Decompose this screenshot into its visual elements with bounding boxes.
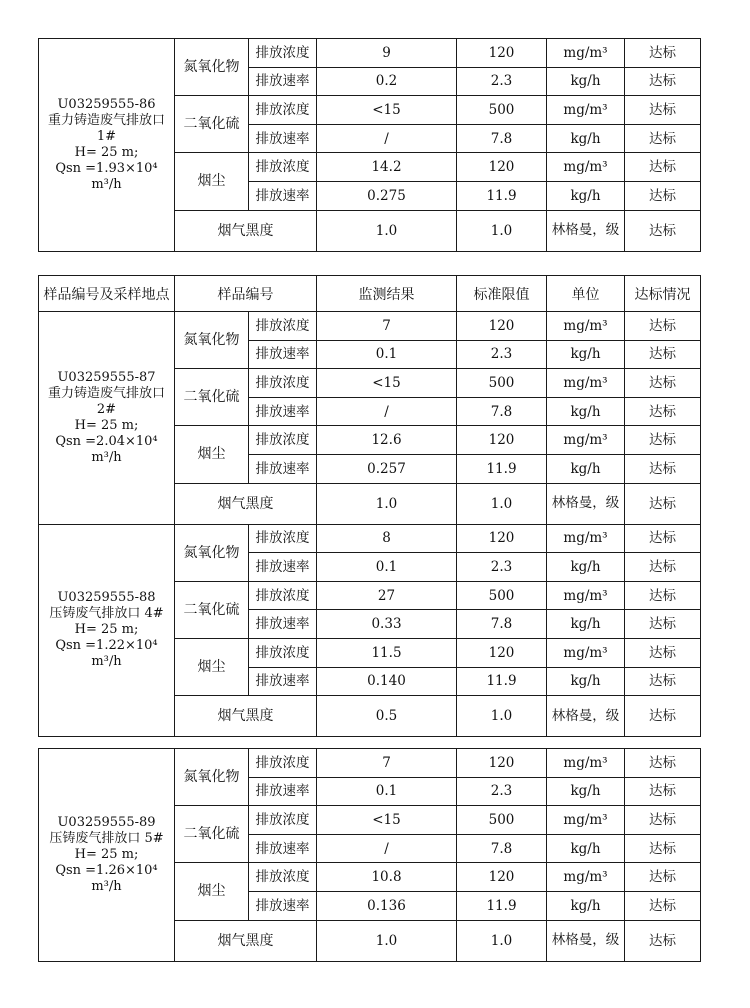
limit-value: 7.8 xyxy=(457,610,547,639)
result-value: 27 xyxy=(317,581,457,610)
parameter-label: 排放速率 xyxy=(249,181,317,210)
limit-value: 11.9 xyxy=(457,891,547,920)
status-value: 达标 xyxy=(625,397,701,426)
result-value: 0.2 xyxy=(317,67,457,96)
parameter-label: 排放浓度 xyxy=(249,96,317,125)
table-row xyxy=(39,39,701,68)
header-row xyxy=(39,276,701,312)
limit-value: 11.9 xyxy=(457,181,547,210)
limit-value: 2.3 xyxy=(457,553,547,582)
result-value: 14.2 xyxy=(317,153,457,182)
sample-id: U03259555-89 xyxy=(57,814,156,830)
status-value: 达标 xyxy=(625,610,701,639)
sample-block xyxy=(39,749,701,962)
status-value: 达标 xyxy=(625,834,701,863)
result-value: 8 xyxy=(317,524,457,553)
monitoring-table-part-1 xyxy=(38,38,701,252)
sample-block xyxy=(39,524,701,737)
parameter-label: 排放浓度 xyxy=(249,638,317,667)
limit-value: 120 xyxy=(457,426,547,455)
unit-value: mg/m³ xyxy=(547,863,625,892)
parameter-label: 排放浓度 xyxy=(249,806,317,835)
result-value: 0.33 xyxy=(317,610,457,639)
pollutant-dust: 烟尘 xyxy=(175,863,249,920)
monitoring-table-part-2 xyxy=(38,275,701,737)
header-item: 样品编号 xyxy=(175,276,317,312)
result-value: 1.0 xyxy=(317,920,457,961)
status-value: 达标 xyxy=(625,210,701,251)
unit-value: kg/h xyxy=(547,397,625,426)
unit-value: kg/h xyxy=(547,340,625,369)
limit-value: 7.8 xyxy=(457,834,547,863)
pollutant-nox: 氮氧化物 xyxy=(175,39,249,96)
unit-value: mg/m³ xyxy=(547,312,625,341)
pollutant-dust: 烟尘 xyxy=(175,638,249,695)
limit-value: 120 xyxy=(457,863,547,892)
limit-value: 1.0 xyxy=(457,483,547,524)
unit-value: 林格曼，级 xyxy=(547,920,625,961)
status-value: 达标 xyxy=(625,39,701,68)
parameter-label: 排放速率 xyxy=(249,777,317,806)
sample-info xyxy=(39,312,175,525)
status-value: 达标 xyxy=(625,340,701,369)
sample-block xyxy=(39,39,701,252)
sample-id: U03259555-87 xyxy=(57,369,156,385)
unit-value: mg/m³ xyxy=(547,638,625,667)
result-value: 1.0 xyxy=(317,483,457,524)
unit-value: kg/h xyxy=(547,181,625,210)
unit-value: mg/m³ xyxy=(547,153,625,182)
unit-value: mg/m³ xyxy=(547,369,625,398)
pollutant-blackness: 烟气黑度 xyxy=(175,920,317,961)
status-value: 达标 xyxy=(625,483,701,524)
header-status: 达标情况 xyxy=(625,276,701,312)
unit-value: kg/h xyxy=(547,454,625,483)
result-value: 0.5 xyxy=(317,696,457,737)
status-value: 达标 xyxy=(625,806,701,835)
limit-value: 1.0 xyxy=(457,210,547,251)
result-value: 0.136 xyxy=(317,891,457,920)
limit-value: 2.3 xyxy=(457,340,547,369)
limit-value: 7.8 xyxy=(457,397,547,426)
status-value: 达标 xyxy=(625,369,701,398)
result-value: 11.5 xyxy=(317,638,457,667)
limit-value: 120 xyxy=(457,524,547,553)
stack-height: H= 25 m; xyxy=(74,144,139,160)
pollutant-so2: 二氧化硫 xyxy=(175,96,249,153)
pollutant-blackness: 烟气黑度 xyxy=(175,696,317,737)
pollutant-so2: 二氧化硫 xyxy=(175,369,249,426)
stack-height: H= 25 m; xyxy=(74,417,139,433)
status-value: 达标 xyxy=(625,312,701,341)
header-unit: 单位 xyxy=(547,276,625,312)
status-value: 达标 xyxy=(625,426,701,455)
table-row xyxy=(39,749,701,778)
limit-value: 2.3 xyxy=(457,67,547,96)
status-value: 达标 xyxy=(625,777,701,806)
limit-value: 120 xyxy=(457,153,547,182)
unit-value: kg/h xyxy=(547,834,625,863)
unit-value: kg/h xyxy=(547,777,625,806)
unit-value: kg/h xyxy=(547,667,625,696)
status-value: 达标 xyxy=(625,96,701,125)
parameter-label: 排放速率 xyxy=(249,340,317,369)
sample-location: 重力铸造废气排放口 1# xyxy=(47,112,165,144)
parameter-label: 排放速率 xyxy=(249,834,317,863)
parameter-label: 排放浓度 xyxy=(249,312,317,341)
parameter-label: 排放速率 xyxy=(249,454,317,483)
result-value: <15 xyxy=(317,369,457,398)
status-value: 达标 xyxy=(625,524,701,553)
status-value: 达标 xyxy=(625,581,701,610)
unit-value: mg/m³ xyxy=(547,749,625,778)
sample-info xyxy=(39,749,175,962)
sample-location: 压铸废气排放口 5# xyxy=(49,830,164,846)
header-limit: 标准限值 xyxy=(457,276,547,312)
limit-value: 500 xyxy=(457,369,547,398)
parameter-label: 排放浓度 xyxy=(249,39,317,68)
result-value: 0.257 xyxy=(317,454,457,483)
limit-value: 120 xyxy=(457,638,547,667)
status-value: 达标 xyxy=(625,153,701,182)
result-value: 10.8 xyxy=(317,863,457,892)
result-value: / xyxy=(317,397,457,426)
flow-rate: Qsn =1.22×10⁴ m³/h xyxy=(55,638,158,670)
parameter-label: 排放速率 xyxy=(249,891,317,920)
unit-value: mg/m³ xyxy=(547,524,625,553)
result-value: <15 xyxy=(317,806,457,835)
unit-value: 林格曼，级 xyxy=(547,696,625,737)
parameter-label: 排放浓度 xyxy=(249,369,317,398)
unit-value: mg/m³ xyxy=(547,96,625,125)
stack-height: H= 25 m; xyxy=(74,846,139,862)
sample-location: 压铸废气排放口 4# xyxy=(49,606,164,622)
parameter-label: 排放浓度 xyxy=(249,581,317,610)
table-row xyxy=(39,524,701,553)
parameter-label: 排放速率 xyxy=(249,67,317,96)
stack-height: H= 25 m; xyxy=(74,622,139,638)
result-value: / xyxy=(317,834,457,863)
unit-value: mg/m³ xyxy=(547,581,625,610)
pollutant-so2: 二氧化硫 xyxy=(175,806,249,863)
sample-id: U03259555-86 xyxy=(57,96,156,112)
sample-info xyxy=(39,524,175,737)
limit-value: 7.8 xyxy=(457,124,547,153)
table-row xyxy=(39,312,701,341)
parameter-label: 排放速率 xyxy=(249,397,317,426)
pollutant-blackness: 烟气黑度 xyxy=(175,483,317,524)
unit-value: kg/h xyxy=(547,67,625,96)
unit-value: kg/h xyxy=(547,553,625,582)
parameter-label: 排放速率 xyxy=(249,667,317,696)
sample-block xyxy=(39,312,701,525)
status-value: 达标 xyxy=(625,920,701,961)
pollutant-nox: 氮氧化物 xyxy=(175,524,249,581)
result-value: 9 xyxy=(317,39,457,68)
unit-value: kg/h xyxy=(547,124,625,153)
header-sample-location: 样品编号及采样地点 xyxy=(39,276,175,312)
limit-value: 11.9 xyxy=(457,667,547,696)
parameter-label: 排放速率 xyxy=(249,553,317,582)
pollutant-nox: 氮氧化物 xyxy=(175,749,249,806)
result-value: 12.6 xyxy=(317,426,457,455)
status-value: 达标 xyxy=(625,124,701,153)
parameter-label: 排放浓度 xyxy=(249,153,317,182)
result-value: <15 xyxy=(317,96,457,125)
limit-value: 120 xyxy=(457,312,547,341)
result-value: 0.275 xyxy=(317,181,457,210)
parameter-label: 排放浓度 xyxy=(249,749,317,778)
result-value: 0.1 xyxy=(317,553,457,582)
pollutant-blackness: 烟气黑度 xyxy=(175,210,317,251)
result-value: 7 xyxy=(317,312,457,341)
result-value: 0.140 xyxy=(317,667,457,696)
limit-value: 11.9 xyxy=(457,454,547,483)
status-value: 达标 xyxy=(625,667,701,696)
limit-value: 500 xyxy=(457,806,547,835)
pollutant-dust: 烟尘 xyxy=(175,153,249,210)
status-value: 达标 xyxy=(625,454,701,483)
limit-value: 500 xyxy=(457,581,547,610)
parameter-label: 排放浓度 xyxy=(249,426,317,455)
unit-value: mg/m³ xyxy=(547,426,625,455)
result-value: 1.0 xyxy=(317,210,457,251)
parameter-label: 排放速率 xyxy=(249,610,317,639)
status-value: 达标 xyxy=(625,553,701,582)
flow-rate: Qsn =1.93×10⁴ m³/h xyxy=(55,160,158,192)
pollutant-so2: 二氧化硫 xyxy=(175,581,249,638)
status-value: 达标 xyxy=(625,181,701,210)
limit-value: 120 xyxy=(457,749,547,778)
status-value: 达标 xyxy=(625,863,701,892)
result-value: / xyxy=(317,124,457,153)
result-value: 0.1 xyxy=(317,340,457,369)
unit-value: 林格曼，级 xyxy=(547,210,625,251)
parameter-label: 排放浓度 xyxy=(249,863,317,892)
pollutant-nox: 氮氧化物 xyxy=(175,312,249,369)
limit-value: 120 xyxy=(457,39,547,68)
unit-value: kg/h xyxy=(547,891,625,920)
unit-value: mg/m³ xyxy=(547,39,625,68)
monitoring-table-part-3 xyxy=(38,748,701,962)
unit-value: kg/h xyxy=(547,610,625,639)
unit-value: mg/m³ xyxy=(547,806,625,835)
result-value: 0.1 xyxy=(317,777,457,806)
status-value: 达标 xyxy=(625,67,701,96)
sample-location: 重力铸造废气排放口 2# xyxy=(47,385,165,417)
header-result: 监测结果 xyxy=(317,276,457,312)
result-value: 7 xyxy=(317,749,457,778)
unit-value: 林格曼，级 xyxy=(547,483,625,524)
limit-value: 2.3 xyxy=(457,777,547,806)
parameter-label: 排放浓度 xyxy=(249,524,317,553)
limit-value: 500 xyxy=(457,96,547,125)
flow-rate: Qsn =1.26×10⁴ m³/h xyxy=(55,862,158,894)
status-value: 达标 xyxy=(625,891,701,920)
status-value: 达标 xyxy=(625,749,701,778)
sample-info xyxy=(39,39,175,252)
flow-rate: Qsn =2.04×10⁴ m³/h xyxy=(55,433,158,465)
limit-value: 1.0 xyxy=(457,920,547,961)
status-value: 达标 xyxy=(625,638,701,667)
pollutant-dust: 烟尘 xyxy=(175,426,249,483)
parameter-label: 排放速率 xyxy=(249,124,317,153)
limit-value: 1.0 xyxy=(457,696,547,737)
sample-id: U03259555-88 xyxy=(57,590,156,606)
status-value: 达标 xyxy=(625,696,701,737)
